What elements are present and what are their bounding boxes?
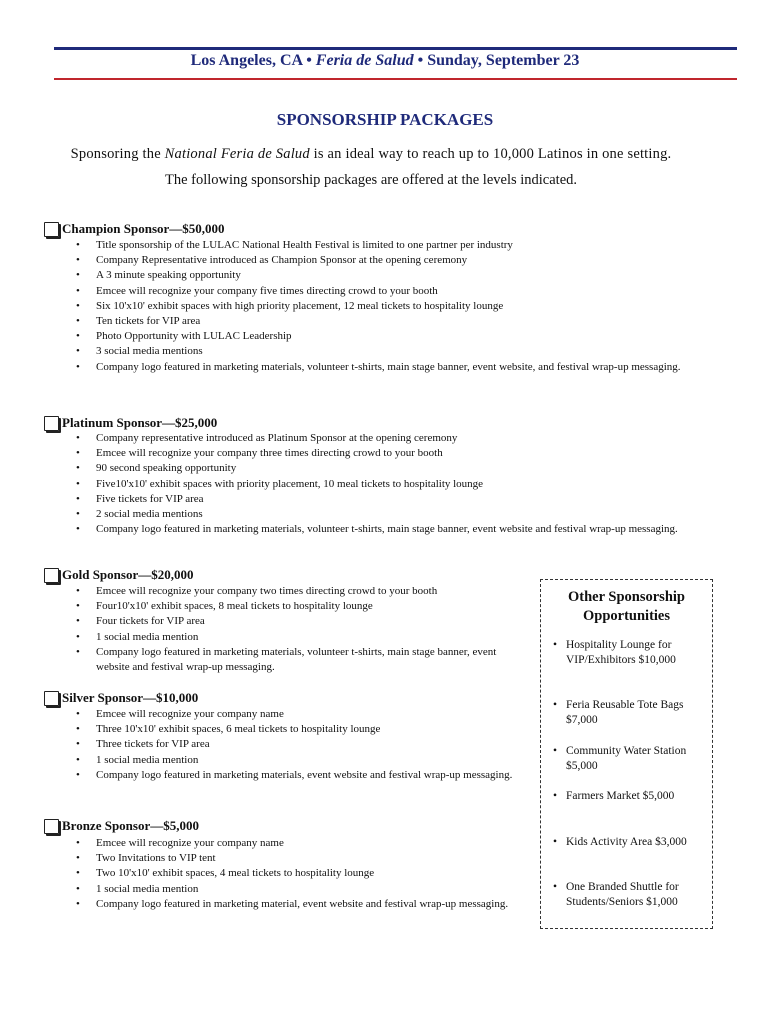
list-item: • 3 social media mentions [44,344,704,359]
package-title: Platinum Sponsor—$25,000 [62,415,218,430]
list-item: • 1 social media mention [44,882,519,897]
package-items [44,707,519,783]
header-rule-blue [54,47,737,50]
list-item: • Two Invitations to VIP tent [44,851,519,866]
list-item: • Title sponsorship of the LULAC National Health Festival is limited to one partner per industry [44,238,704,253]
header-date: Sunday, September 23 [427,52,580,69]
header-separator: • [417,52,424,69]
package-items [44,431,704,537]
package-title: Gold Sponsor—$20,000 [62,567,194,582]
package-heading [44,689,519,707]
list-item: • Two 10'x10' exhibit spaces, 4 meal tickets to hospitality lounge [44,866,519,881]
checkbox-icon [44,691,59,706]
other-opportunities-box [540,579,713,929]
list-item: • Company logo featured in marketing material, event website and festival wrap-up messaging. [44,897,519,912]
list-item: • Company logo featured in marketing materials, event website and festival wrap-up messaging. [44,768,519,783]
header-city: Los Angeles, CA [190,52,303,69]
header-rule-red [54,78,737,80]
package-items [44,238,704,375]
list-item: • 1 social media mention [44,630,519,645]
event-header [0,52,770,70]
list-item: • Farmers Market $5,000 [566,789,706,804]
package-bronze [44,817,519,912]
checkbox-icon [44,222,59,237]
list-item: • One Branded Shuttle for Students/Seniors $1,000 [566,880,706,910]
list-item: • Emcee will recognize your company three times directing crowd to your booth [44,446,704,461]
list-item: • Company logo featured in marketing materials, volunteer t-shirts, main stage banner, event website, and festival wrap-up messaging. [44,360,704,375]
list-item: • Company Representative introduced as Champion Sponsor at the opening ceremony [44,253,704,268]
other-opportunities-title [541,588,712,626]
checkbox-icon [44,568,59,583]
header-separator: • [306,52,312,69]
package-heading [44,817,519,835]
list-item: • Photo Opportunity with LULAC Leadership [44,329,704,344]
list-item: • A 3 minute speaking opportunity [44,268,704,283]
list-item: • 2 social media mentions [44,507,704,522]
package-heading [44,414,704,432]
intro-line-2: The following sponsorship packages are offered at the levels indicated. [164,172,578,188]
list-item: • Company logo featured in marketing materials, volunteer t-shirts, main stage banner, event website and festival wrap-up messaging. [44,645,519,675]
checkbox-icon [44,416,59,431]
other-title-line-2: Opportunities [582,608,670,624]
package-title: Silver Sponsor—$10,000 [62,690,199,705]
list-item: • Emcee will recognize your company two times directing crowd to your booth [44,584,519,599]
package-items [44,584,519,675]
package-silver [44,689,519,783]
package-items [44,836,519,912]
list-item: • Six 10'x10' exhibit spaces with high priority placement, 12 meal tickets to hospitality lounge [44,299,704,314]
list-item: • Ten tickets for VIP area [44,314,704,329]
intro-line-1 [0,146,742,163]
package-gold [44,566,519,675]
list-item: • Company representative introduced as Platinum Sponsor at the opening ceremony [44,431,704,446]
package-title: Champion Sponsor—$50,000 [62,221,225,236]
list-item: • Emcee will recognize your company name [44,707,519,722]
package-platinum [44,414,704,537]
package-heading [44,220,704,238]
list-item: • Emcee will recognize your company five times directing crowd to your booth [44,284,704,299]
package-champion [44,220,704,375]
list-item: • Feria Reusable Tote Bags $7,000 [566,698,706,728]
list-item: • Five tickets for VIP area [44,492,704,507]
list-item: • Four10'x10' exhibit spaces, 8 meal tickets to hospitality lounge [44,599,519,614]
intro-prefix: Sponsoring the [70,146,165,162]
list-item: • Company logo featured in marketing materials, volunteer t-shirts, main stage banner, event website and festival wrap-up messaging. [44,522,704,537]
list-item: • Three tickets for VIP area [44,737,519,752]
other-title-line-1: Other Sponsorship [568,589,685,605]
intro-event-name: National Feria de Salud [164,146,310,162]
package-heading [44,566,519,584]
list-item: • Kids Activity Area $3,000 [566,835,706,850]
list-item: • 1 social media mention [44,753,519,768]
header-event-name: Feria de Salud [315,52,414,69]
list-item: • Community Water Station $5,000 [566,744,706,774]
list-item: • 90 second speaking opportunity [44,461,704,476]
intro-suffix: is an ideal way to reach up to 10,000 Latinos in one setting. [309,146,672,162]
package-title: Bronze Sponsor—$5,000 [62,818,199,833]
checkbox-icon [44,819,59,834]
list-item: • Hospitality Lounge for VIP/Exhibitors $10,000 [566,638,706,668]
list-item: • Five10'x10' exhibit spaces with priority placement, 10 meal tickets to hospitality lounge [44,477,704,492]
list-item: • Four tickets for VIP area [44,614,519,629]
page-title: SPONSORSHIP PACKAGES [276,110,494,129]
list-item: • Emcee will recognize your company name [44,836,519,851]
list-item: • Three 10'x10' exhibit spaces, 6 meal tickets to hospitality lounge [44,722,519,737]
